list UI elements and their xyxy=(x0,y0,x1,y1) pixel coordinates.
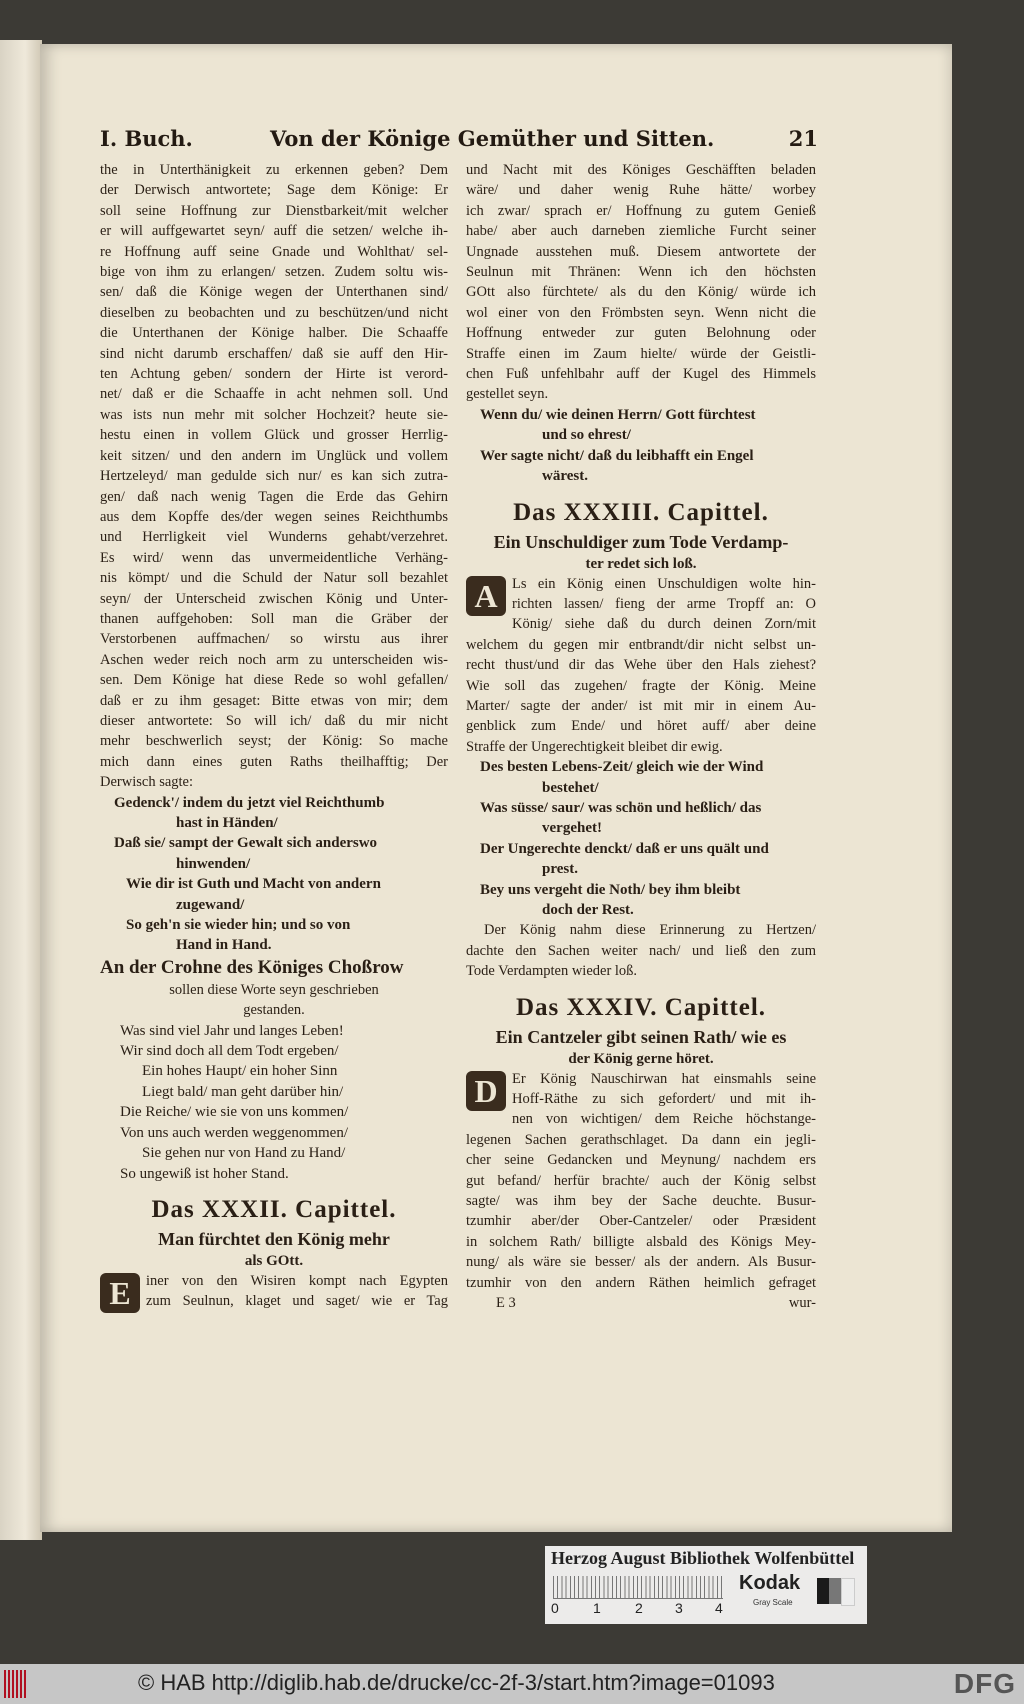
text-line: Straffe der Ungerechtigkeit bleibet dir ewig. xyxy=(466,738,723,755)
text-line: Wie soll das zugehen/ fragte der König. Meine xyxy=(466,677,816,694)
verse-line: Wer sagte nicht/ daß du leibhafft ein Engel xyxy=(480,447,754,464)
text-line: dieselben zu beobachten und zu beschützen/und nicht xyxy=(100,304,448,321)
text-line: GOtt also fürchtete/ als du den König/ würde ich xyxy=(466,284,816,301)
text-line: dieser antwortete: So will ich/ daß du mir nicht xyxy=(100,712,448,729)
text-line: Ungnade ausstehen muß. Diesem antwortete der xyxy=(466,243,816,260)
verse-line: Von uns auch werden weggenommen/ xyxy=(120,1124,349,1141)
chapter-subtitle: als GOtt. xyxy=(244,1252,304,1269)
scale-ruler xyxy=(553,1576,723,1599)
book-label: I. Buch. xyxy=(100,126,193,151)
text-line: hestu einen in vollem Glück und grosser Herrlig- xyxy=(100,427,448,444)
text-line: Hoff-Räthe zu sich gefordert/ und mit ih- xyxy=(512,1091,816,1108)
verse-line: Wenn du/ wie deinen Herrn/ Gott fürchtest xyxy=(480,406,756,423)
decorated-initial: D xyxy=(466,1071,506,1111)
library-name: Herzog August Bibliothek Wolfenbüttel xyxy=(551,1548,855,1568)
text-line: König/ siehe daß du durch deinen Zorn/mit xyxy=(512,616,816,633)
color-calibration-bar xyxy=(545,1546,867,1624)
text-line: seyn/ der Unterscheid zwischen König und Unter- xyxy=(100,590,448,607)
chapter-block xyxy=(466,495,816,574)
verse-line: Sie gehen nur von Hand zu Hand/ xyxy=(142,1145,346,1162)
text-line: nis kömpt/ und die Schuld der Natur soll bezahlet xyxy=(100,570,448,587)
prose-block xyxy=(466,635,816,757)
verse-line: sollen diese Worte seyn geschrieben xyxy=(169,981,379,998)
left-column xyxy=(100,160,448,1315)
text-line: und Nacht mit des Königes Geschäfften beladen xyxy=(466,162,816,178)
kodak-brand: Kodak xyxy=(739,1572,801,1594)
prose-block xyxy=(100,160,448,793)
text-line: mich dann eines guten Raths theilhafftig; Der xyxy=(100,753,448,770)
text-line: nung/ als wäre sie besser/ als der andern. Als Busur- xyxy=(466,1254,816,1271)
text-line: wol einer von den Frömbsten seyn. Wenn nicht die xyxy=(466,304,816,321)
page-number: 21 xyxy=(788,126,818,151)
text-line: richten lassen/ fieng der arme Tropff an: O xyxy=(512,595,816,612)
chapter-title: Das XXXII. Capittel. xyxy=(151,1195,397,1223)
chapter-block xyxy=(466,990,816,1069)
page-footer xyxy=(466,1293,816,1313)
ruler-label: 2 xyxy=(635,1600,643,1616)
running-title: Von der Könige Gemüther und Sitten. xyxy=(270,126,715,151)
decorated-initial: E xyxy=(100,1273,140,1313)
text-line: Der König nahm diese Erinnerung zu Hertzen/ xyxy=(484,922,816,939)
text-line: Straffe einen im Zaum hielte/ würde der Geistli- xyxy=(466,345,816,362)
verse-line: und so ehrest/ xyxy=(542,427,631,444)
text-line: sagte/ was ihm bey der Sache deuchte. Busur- xyxy=(466,1193,816,1210)
verse-line: hinwenden/ xyxy=(176,855,251,872)
prose-block xyxy=(466,160,816,405)
text-line: und Herrligkeit viel Wunderns gehabt/verzehret. xyxy=(100,529,448,546)
text-line: keit sitzen/ und den andern im Unglück und vollem xyxy=(100,447,448,464)
text-line: in solchem Rath/ billigte alsbald des Königs Mey- xyxy=(466,1233,816,1250)
verse-line: Wir sind doch all dem Todt ergeben/ xyxy=(120,1043,339,1060)
chapter-subtitle: Ein Cantzeler gibt seinen Rath/ wie es xyxy=(495,1026,787,1047)
prose-block xyxy=(466,920,816,981)
footer-bar xyxy=(0,1664,1024,1704)
initial-block xyxy=(100,1271,448,1315)
signature-mark: E 3 xyxy=(496,1295,516,1312)
text-line: nen von wichtigen/ dem Reiche höchstange- xyxy=(512,1111,816,1128)
text-line: er will auffgewartet seyn/ auff die setzen/ welche ih- xyxy=(100,223,448,240)
ruler-label: 0 xyxy=(551,1600,559,1616)
prose-block xyxy=(466,1130,816,1293)
text-line: Derwisch sagte: xyxy=(100,774,194,791)
text-line: wäre/ und daher wenig Ruhe hätte/ worbey xyxy=(466,182,816,199)
text-line: mehr beschwerlich seyst; der König: So mache xyxy=(100,733,448,750)
text-line: chen Fuß unfehlbahr auff der Kugel des Himmels xyxy=(466,366,816,383)
text-line: gut befand/ herfür brachte/ auch der König selbst xyxy=(466,1172,816,1189)
verse-block xyxy=(100,1021,448,1184)
text-line: daß er zu ihm gesaget: Bitte etwas von mir; dem xyxy=(100,692,448,709)
text-line: sen. Dem Könige hat diese Rede so wohl gefallen/ xyxy=(100,672,448,689)
initial-block xyxy=(466,1069,816,1130)
text-line: recht thust/und dir das Wehe über den Hals ziehest? xyxy=(466,657,816,674)
text-line: bige von ihm zu erlangen/ setzen. Zudem soltu wis- xyxy=(100,264,448,281)
text-line: habe/ aber auch darneben ziemliche Furcht seiner xyxy=(466,223,816,240)
gray-patch-white xyxy=(841,1578,855,1606)
text-line: ten Achtung geben/ sondern der Hirte ist verord- xyxy=(100,366,448,383)
heading-block xyxy=(100,956,448,1021)
text-line: genblick zum Ende/ und höret auff/ aber deine xyxy=(466,718,816,735)
verse-line: Was süsse/ saur/ was schön und heßlich/ das xyxy=(480,799,762,816)
right-column xyxy=(466,160,816,1314)
initial-block xyxy=(466,574,816,635)
verse-line: Wie dir ist Guth und Macht von andern xyxy=(126,876,381,893)
chapter-subtitle: Man fürchtet den König mehr xyxy=(158,1228,390,1249)
text-line: tzumhir aber/der Ober-Cantzeler/ oder Præsident xyxy=(466,1213,816,1230)
verse-line: Was sind viel Jahr und langes Leben! xyxy=(120,1022,344,1039)
text-line: was ists nun mehr mit solcher Hochzeit? heute sie- xyxy=(100,406,448,423)
dfg-logo: DFG xyxy=(953,1668,1016,1699)
verse-line: Des besten Lebens-Zeit/ gleich wie der Wind xyxy=(480,759,764,776)
ruler-label: 1 xyxy=(593,1600,601,1616)
text-line: soll seine Hoffnung zur Dienstbarkeit/mit welcher xyxy=(100,202,448,219)
text-line: legenen Sachen gerathschlaget. Da dann ein jegli- xyxy=(466,1131,816,1148)
text-line: sind nicht darumb erschaffen/ daß sie auff den Hir- xyxy=(100,345,448,362)
verse-line: zugewand/ xyxy=(176,896,245,913)
text-line: Aschen weder reich noch arm zu unterscheiden wis- xyxy=(100,651,448,668)
catchword: wur- xyxy=(788,1295,816,1312)
text-line: Es wird/ wenn das unvermeidentliche Verhäng- xyxy=(100,549,448,566)
ruler-label: 3 xyxy=(675,1600,683,1616)
gray-scale-label: Gray Scale xyxy=(753,1598,793,1607)
text-line: Er König Nauschirwan hat einsmahls seine xyxy=(512,1070,816,1087)
chapter-title: Das XXXIII. Capittel. xyxy=(513,498,769,526)
ruler-label: 4 xyxy=(715,1600,723,1616)
text-line: Marter/ sagte der ander/ ist mit mir in einem Au- xyxy=(466,697,816,714)
text-line: sen/ daß die Könige wegen der Unterthanen sind/ xyxy=(100,284,448,301)
verse-line: prest. xyxy=(542,861,578,878)
chapter-subtitle: Ein Unschuldiger zum Tode Verdamp- xyxy=(493,531,789,552)
verse-line: gestanden. xyxy=(243,1002,305,1019)
text-line: der Derwisch antwortete; Sage dem Könige: Er xyxy=(100,182,448,199)
verse-block xyxy=(100,793,448,956)
chapter-subtitle: ter redet sich loß. xyxy=(585,555,697,572)
text-line: thanen auffgehoben: Soll man die Gräber der xyxy=(100,610,448,627)
running-header xyxy=(100,122,818,154)
chapter-subtitle: der König gerne höret. xyxy=(568,1050,714,1067)
text-line: Tode Verdampten wieder loß. xyxy=(466,963,638,980)
verse-block xyxy=(466,405,816,487)
text-line: ich zwar/ sprach er/ Hoffnung zu gutem Genieß xyxy=(466,202,816,219)
verse-line: Gedenck'/ indem du jetzt viel Reichthumb xyxy=(114,794,385,811)
verse-line: Ein hohes Haupt/ ein hoher Sinn xyxy=(142,1063,338,1080)
verse-line: Der Ungerechte denckt/ daß er uns quält und xyxy=(480,840,769,857)
copyright-link[interactable]: © HAB http://diglib.hab.de/drucke/cc-2f-3/start.htm?image=01093 xyxy=(138,1670,775,1695)
text-line: Seulnun mit Thränen: Wenn ich den höchsten xyxy=(466,264,816,281)
text-line: aus dem Kopffe des/der wegen seines Reichthumbs xyxy=(100,508,448,525)
text-line: gestellet seyn. xyxy=(466,386,549,403)
gray-patch-black xyxy=(817,1578,829,1604)
verse-line: Hand in Hand. xyxy=(176,937,272,954)
verse-line: Die Reiche/ wie sie von uns kommen/ xyxy=(120,1104,349,1121)
hab-logo-icon xyxy=(4,1670,26,1698)
text-line: Verstorbenen auffmachen/ so wirstu aus ihrer xyxy=(100,631,448,648)
chapter-title: Das XXXIV. Capittel. xyxy=(515,993,767,1021)
verse-line: vergehet! xyxy=(542,820,602,837)
text-line: tzumhir von den andern Räthen heimlich gefraget xyxy=(466,1274,816,1291)
text-line: net/ daß er die Schaaffe in acht nehmen soll. Und xyxy=(100,386,448,403)
verse-line: Bey uns vergeht die Noth/ bey ihm bleibt xyxy=(480,881,741,898)
adjacent-page-edge xyxy=(0,40,42,1540)
verse-line: bestehet/ xyxy=(542,779,599,796)
verse-line: doch der Rest. xyxy=(542,902,634,918)
verse-line: wärest. xyxy=(542,468,588,485)
verse-line: An der Crohne des Königes Choßrow xyxy=(100,956,404,978)
decorated-initial: A xyxy=(466,576,506,616)
verse-line: So ungewiß ist hoher Stand. xyxy=(120,1165,289,1182)
verse-line: So geh'n sie wieder hin; und so von xyxy=(126,917,351,934)
text-line: dachte den Sachen weiter nach/ und ließ den zum xyxy=(466,942,816,959)
text-line: the in Unterthänigkeit zu erkennen geben? Dem xyxy=(100,162,448,178)
text-line: welchem du gegen mir entbrandt/dir nicht selbst un- xyxy=(466,636,816,653)
gray-patch-mid xyxy=(829,1578,841,1604)
chapter-block xyxy=(100,1192,448,1271)
verse-line: hast in Händen/ xyxy=(176,815,278,831)
text-line: iner von den Wisiren kompt nach Egypten xyxy=(146,1272,448,1289)
verse-block xyxy=(466,757,816,920)
text-line: Hertzeleyd/ man gedulde sich nur/ es kan sich zutra- xyxy=(100,468,448,485)
text-line: re Hoffnung auff seine Gnade und Wohlthat/ sel- xyxy=(100,243,448,260)
text-line: cher seine Gedancken und Meynung/ nachdem ers xyxy=(466,1152,816,1169)
verse-line: Liegt bald/ man geht darüber hin/ xyxy=(142,1083,344,1100)
text-line: gen/ daß nach wenig Tagen die Erde das Gehirn xyxy=(100,488,448,505)
text-line: Ls ein König einen Unschuldigen wolte hin- xyxy=(512,575,816,592)
text-line: die Unterthanen der Könige halber. Die Schaaffe xyxy=(100,325,448,342)
text-line: Hoffnung entweder zur guten Belohnung oder xyxy=(466,325,816,342)
text-line: zum Seulnun, klaget und saget/ wie er Tag xyxy=(146,1293,448,1310)
verse-line: Daß sie/ sampt der Gewalt sich anderswo xyxy=(114,835,378,852)
